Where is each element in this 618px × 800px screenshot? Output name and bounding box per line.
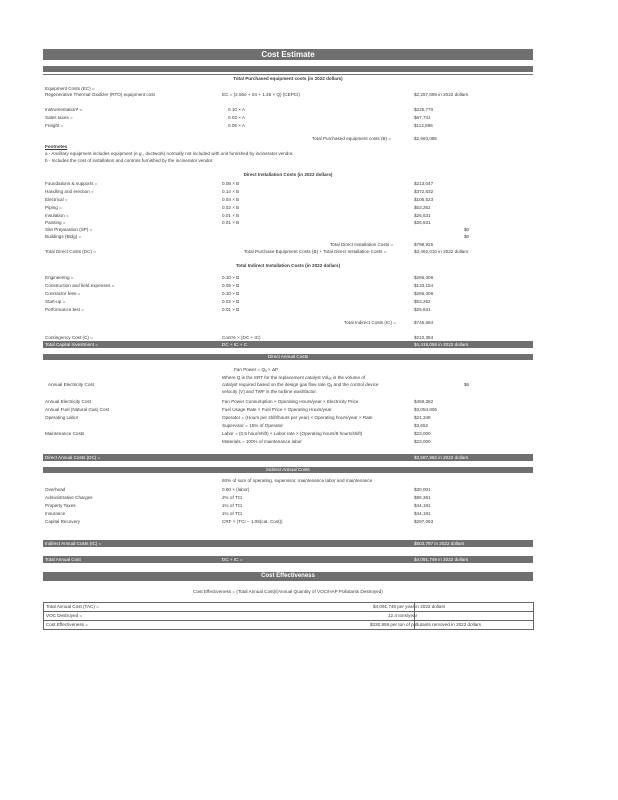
inac-row-value: $30,001: [414, 487, 431, 492]
dic-row-factor: 0.14 × B: [222, 189, 240, 194]
ptc-row-label: Sales taxes =: [45, 115, 73, 120]
section-heading-inac: Indirect Annual Costs: [43, 467, 533, 473]
inac-row-value: $44,181: [414, 503, 431, 508]
dac-total-value: $3,587,962 in 2022 dollars: [414, 455, 469, 460]
dic-row-factor: 0.08 × B: [222, 181, 240, 186]
fan-power-formula: Fan Power = Qₐ × ΔP: [234, 367, 279, 372]
dac-row-label: Annual Electricity Cost: [45, 399, 91, 404]
dac-row-formula: Operator = (Hours per shift/hours per year) × Operating hours/year × Rate: [222, 415, 373, 420]
contingency-value: $210,384: [414, 335, 434, 340]
inac-row-label: Capital Recovery: [45, 519, 80, 524]
inac-total-label: Indirect Annual Costs (IC) =: [45, 541, 102, 546]
ptc-row-label: Instrumentationᵃ =: [45, 107, 83, 112]
dic-row-label: Electrical =: [45, 197, 68, 202]
tci-formula: DC + IC + C: [222, 342, 248, 347]
tdc-label: Total Direct Costs (DC) =: [45, 249, 96, 254]
section-heading-ptc: Total Purchased equipment costs (in 2022 dollars): [233, 76, 343, 81]
dic-row-value: $106,523: [414, 197, 434, 202]
dac-row-label: Annual Fuel (Natural Gas) Cost: [45, 407, 110, 412]
tac-bar: [43, 556, 533, 563]
iic-row-label: Start-up =: [45, 299, 66, 304]
inac-total-value: $503,787 in 2022 dollars: [414, 541, 465, 546]
dic-row-factor: 0.01 × B: [222, 220, 240, 225]
ce-row-value: $4,091,749 per year in 2022 dollars: [373, 604, 446, 609]
iic-total-label: Total Indirect Costs (IC) =: [344, 320, 396, 325]
dic-row-label: Buildings (Bldg) =: [45, 234, 82, 239]
eq-row-formula: EC = (2.55e + 04 + 1.36 × Q) (CEPCI): [222, 92, 300, 97]
inac-row-value: $88,361: [414, 495, 431, 500]
iic-row-label: Contractor fees =: [45, 291, 81, 296]
iic-row-value: $133,154: [414, 283, 434, 288]
dac-row-label: Maintenance Costs: [45, 431, 85, 436]
dic-row-value: $26,631: [414, 220, 431, 225]
tac-value: $4,091,749 in 2022 dollars: [414, 557, 469, 562]
ce-row-label: VOC Destroyed =: [46, 613, 83, 618]
iic-total-value: $745,664: [414, 320, 434, 325]
iic-row-factor: 0.10 × B: [222, 291, 240, 296]
dic-row-factor: 0.01 × B: [222, 213, 240, 218]
iic-row-factor: 0.02 × B: [222, 299, 240, 304]
tci-value: $4,418,058 in 2022 dollars: [414, 342, 469, 347]
footnote-b: b - Includes the cost of installation and controls furnished by the incinerator vendor.: [45, 158, 214, 163]
inac-row-formula: 2% of TCI: [222, 495, 243, 500]
footnotes-title: Footnotes: [45, 144, 68, 149]
ptc-row-label: Freight =: [45, 123, 64, 128]
dac-row-value: $23,000: [414, 431, 431, 436]
dac-row-value: $3,652: [414, 423, 429, 428]
iic-row-factor: 0.10 × B: [222, 275, 240, 280]
section-heading-ce: Cost Effectiveness: [43, 572, 533, 581]
dac-row-formula: Labor = (0.5 hour/shift) × Labor rate × (Operating hours/8 hours/shift): [222, 431, 363, 436]
inac-row-label: Property Taxes: [45, 503, 76, 508]
dac-row-value: $3,054,606: [414, 407, 437, 412]
divider: [43, 74, 533, 75]
ce-divider-h: [44, 611, 533, 612]
dic-total-label: Total Direct Installation Costs =: [330, 242, 394, 247]
iic-row-label: Engineering =: [45, 275, 74, 280]
section-heading-dic: Direct Installation Costs (in 2022 dollars): [243, 172, 333, 177]
dic-total-value: $798,925: [414, 242, 434, 247]
dac-row-formula: Fan Power Consumption × Operating Hours/year × Electricity Price: [222, 399, 359, 404]
dac-row-value: $23,000: [414, 439, 431, 444]
dac-row-label: Operating Labor: [45, 415, 79, 420]
dic-row-factor: 0.02 × B: [222, 205, 240, 210]
ce-row-label: Total Annual Cost (TAC) =: [46, 604, 99, 609]
ce-formula: Cost Effectiveness = (Total Annual Cost)/(Annual Quantity of VOC/HAP Pollutants Destroyed): [193, 589, 383, 594]
ce-row-value: 12.4 tons/year: [388, 613, 418, 618]
ptc-row-value: $112,885: [414, 123, 433, 128]
iic-row-factor: 0.01 × B: [222, 307, 240, 312]
section-heading-iic: Total Indirect Installation Costs (in 2022 dollars): [235, 263, 341, 268]
dic-row-value: $0: [464, 227, 470, 232]
dic-row-value: $0: [464, 234, 470, 239]
dac-row-formula: Fuel Usage Rate × Fuel Price × Operating Hours/year: [222, 407, 332, 412]
dac-row-value: $459,352: [414, 399, 434, 404]
ptc-row-value: $225,770: [414, 107, 434, 112]
iic-row-label: Construction and field expenses =: [45, 283, 115, 288]
dac-row-value: $24,349: [414, 415, 431, 420]
iic-row-value: $53,262: [414, 299, 431, 304]
eq-row-value: $2,257,699 in 2022 dollars: [414, 92, 469, 97]
ptc-row-value: $67,731: [414, 115, 431, 120]
ce-row-value: $330,859 per ton of pollutants removed in 2022 dollars: [370, 622, 482, 627]
dac-total-bar: [43, 454, 533, 461]
dic-row-label: Painting =: [45, 220, 66, 225]
fan-desc-line: velocity (V) and TWF is the turbine washfactor.: [222, 389, 317, 394]
iic-row-factor: 0.05 × B: [222, 283, 240, 288]
ce-row-label: Cost Effectiveness =: [46, 622, 88, 627]
ptc-total-value: $2,663,085: [414, 136, 437, 141]
inac-total-bar: [43, 540, 533, 547]
dac-row-formula: Supervisor = 15% of Operator: [222, 423, 283, 428]
dac-row-formula: Materials = 100% of maintenance labor: [222, 439, 302, 444]
fan-value: $6: [464, 382, 470, 387]
dic-row-label: Foundations & supports =: [45, 181, 98, 186]
dic-row-label: Insulation =: [45, 213, 69, 218]
iic-row-value: $26,631: [414, 307, 431, 312]
dic-row-value: $26,631: [414, 213, 431, 218]
tac-label: Total Annual Cost: [45, 557, 81, 562]
ptc-row-factor: 0.10 × A: [228, 107, 245, 112]
iic-row-value: $266,309: [414, 275, 434, 280]
fan-desc-line: catalyst required based on the design gas flow rate Qₐ and the control device: [222, 382, 379, 387]
page-title: Cost Estimate: [43, 49, 533, 60]
inac-row-label: Insurance: [45, 511, 66, 516]
dic-row-label: Handling and erection =: [45, 189, 94, 194]
dac-total-label: Direct Annual Costs (DC) =: [45, 455, 101, 460]
tci-bar: [43, 341, 533, 348]
tdc-formula: Total Purchase Equipment Costs (B) + Total Direct Installation Costs =: [244, 249, 387, 254]
fan-desc-line: Where Q is the SRT for the replacement catalyst Volₑₑ is the volume of: [222, 375, 366, 380]
dic-row-label: Site Preparation (SP) =: [45, 227, 93, 232]
contingency-label: Contingency Cost (C) =: [45, 335, 93, 340]
ce-table: [43, 602, 534, 630]
fan-label: Annual Electricity Cost: [48, 382, 94, 387]
title-underbar: [43, 66, 533, 72]
iic-row-value: $266,309: [414, 291, 434, 296]
iic-row-label: Performance test =: [45, 307, 84, 312]
dic-row-value: $372,832: [414, 189, 434, 194]
inac-row-value: $297,063: [414, 519, 434, 524]
contingency-formula: Cont% × (DC + IC): [222, 335, 261, 340]
dic-row-factor: 0.04 × B: [222, 197, 240, 202]
inac-row-formula: CRF × (TCI − 1.08(cat. Cost)): [222, 519, 283, 524]
inac-intro: 60% of sum of operating, supervisor, maintenance labor and maintenance: [222, 478, 373, 483]
inac-row-formula: 0.60 × (labor): [222, 487, 250, 492]
tci-label: Total Capital Investment =: [45, 342, 98, 347]
ptc-row-factor: 0.03 × A: [228, 115, 245, 120]
ce-divider-h: [44, 620, 533, 621]
inac-row-label: Overhead: [45, 487, 66, 492]
ptc-total-label: Total Purchased equipment costs (B) =: [312, 136, 392, 141]
inac-row-value: $44,181: [414, 511, 431, 516]
tac-formula: DC + IC =: [222, 557, 243, 562]
eq-cost-label: Equipment Costs (EC) =: [45, 86, 95, 91]
dic-row-value: $53,262: [414, 205, 431, 210]
dic-row-label: Piping =: [45, 205, 62, 210]
tdc-value: $3,462,010 in 2022 dollars: [414, 249, 469, 254]
section-heading-dac: Direct Annual Costs: [43, 354, 533, 360]
inac-row-label: Administrative Charges: [45, 495, 93, 500]
ptc-row-factor: 0.05 × A: [228, 123, 245, 128]
footnote-a: a - Ancillary equipment includes equipment (e.g., ductwork) normally not included with unit furnished by incinerator vendor.: [45, 151, 294, 156]
inac-row-formula: 1% of TCI: [222, 503, 243, 508]
inac-row-formula: 1% of TCI: [222, 511, 243, 516]
eq-row-label: Regenerative Thermal Oxidizer (RTO) equipment cost: [45, 92, 155, 97]
dic-row-value: $213,047: [414, 181, 434, 186]
